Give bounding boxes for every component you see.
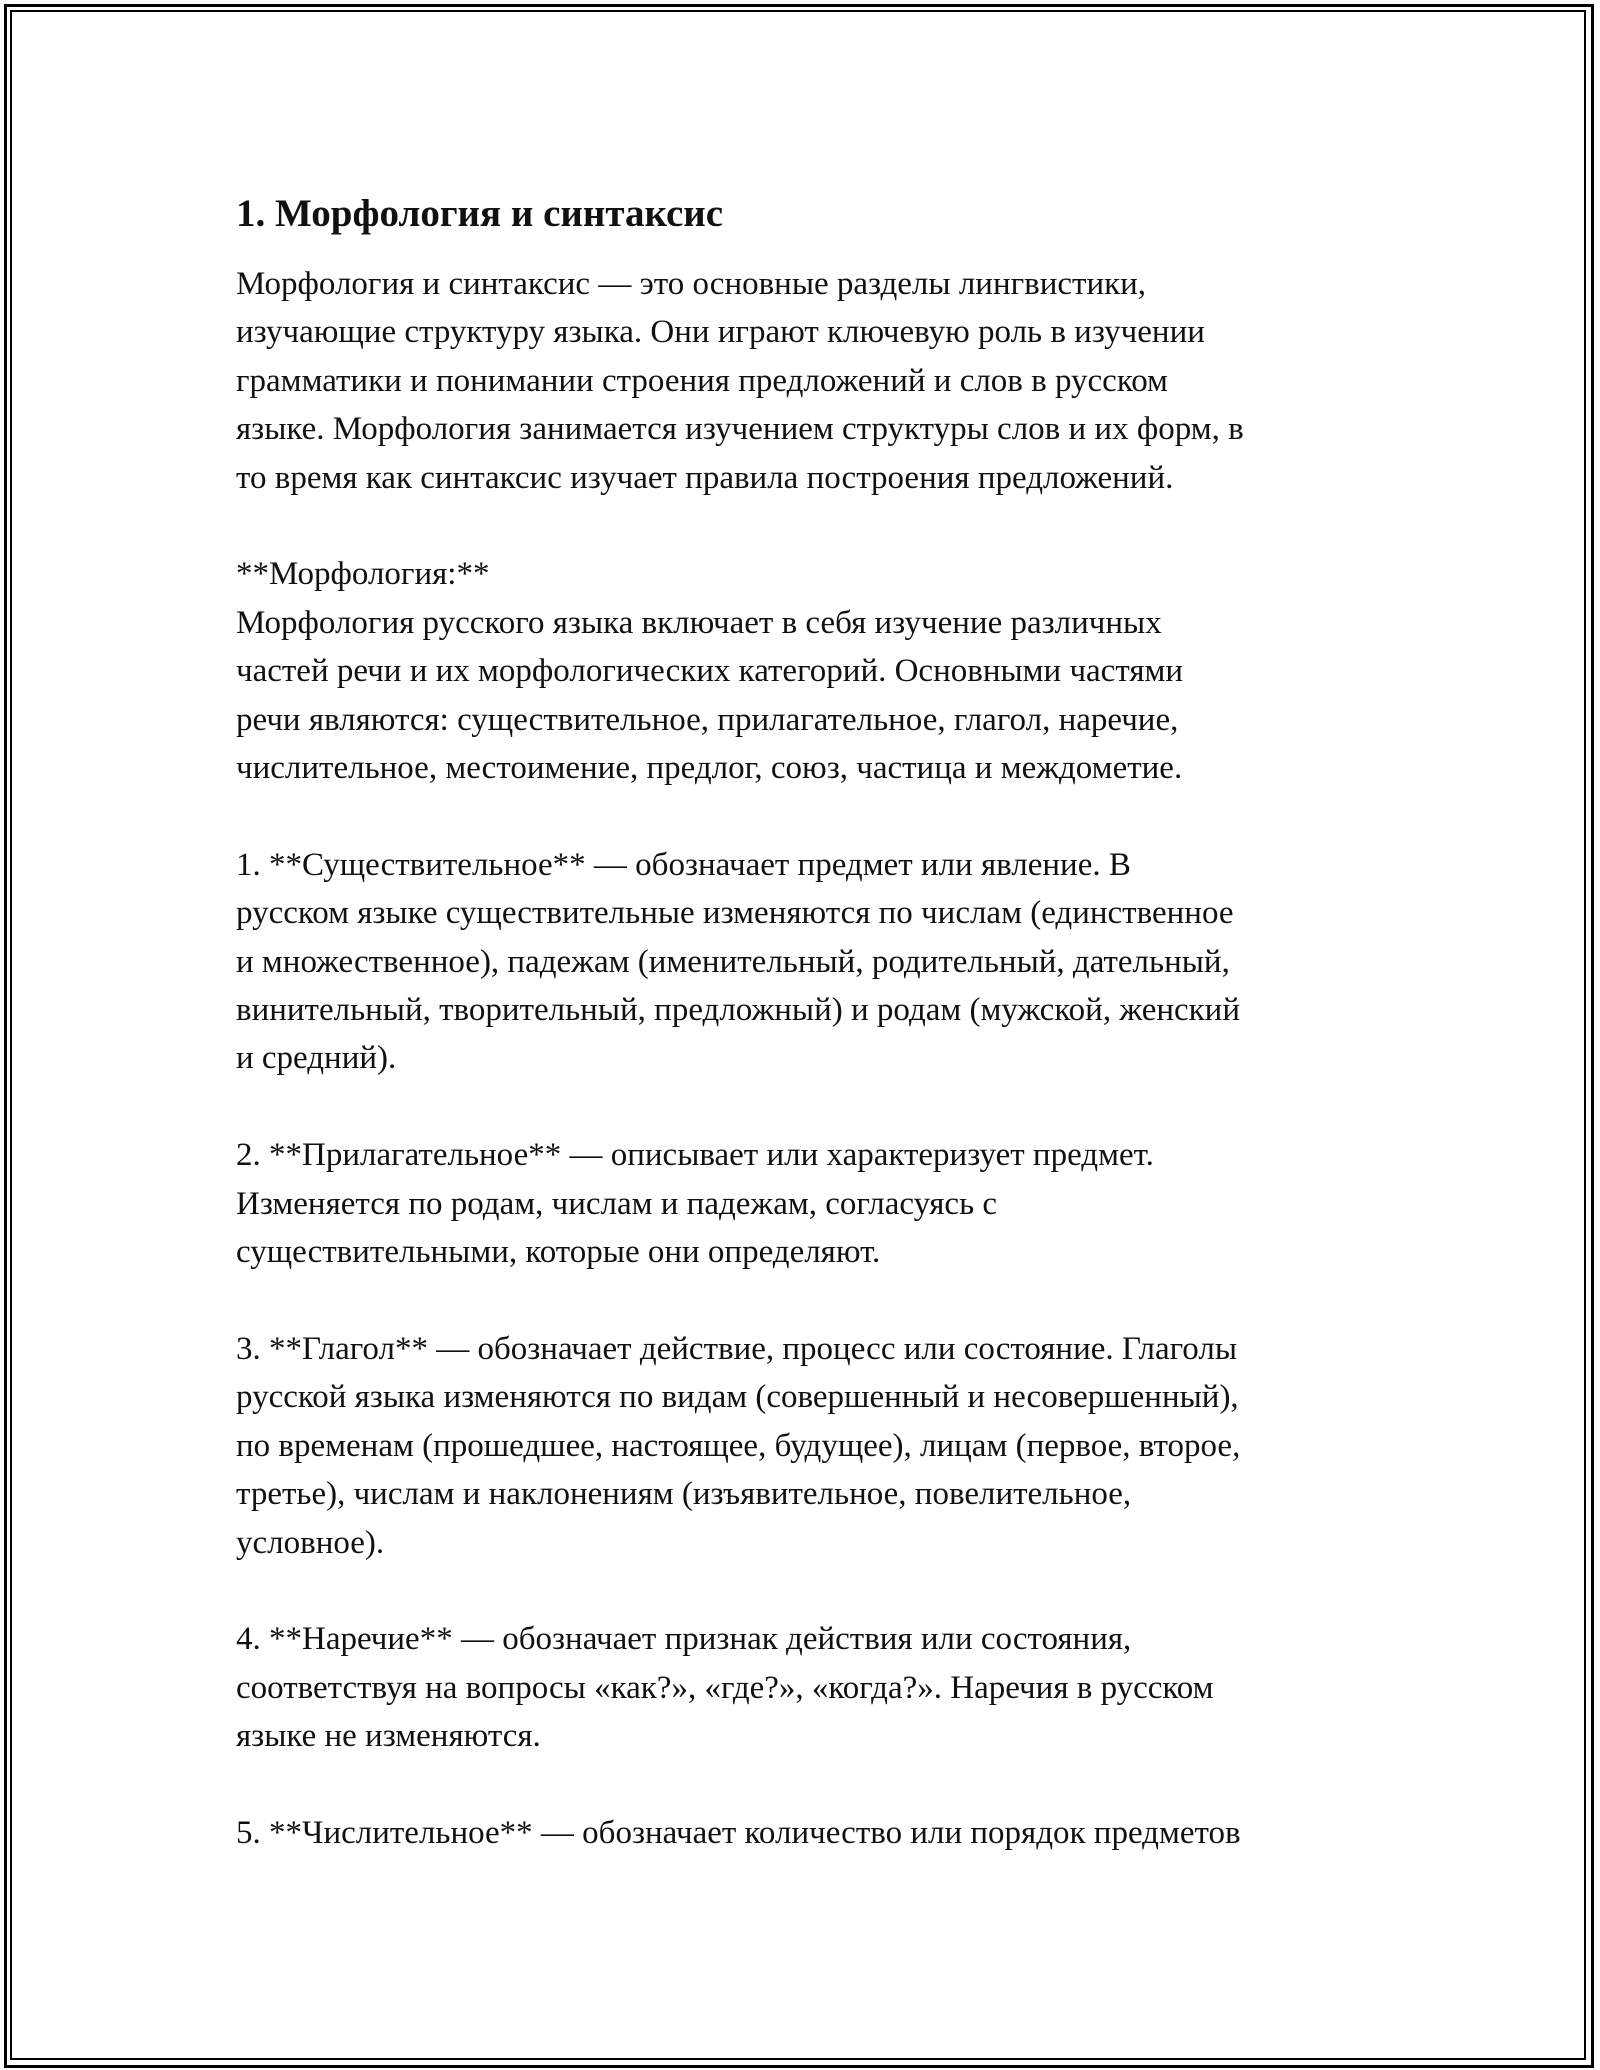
paragraph-morphology: [236, 550, 1376, 792]
text-line: третье), числам и наклонениям (изъявительное, повелительное,: [236, 1476, 1132, 1513]
text-line: соответствуя на вопросы «как?», «где?», «когда?». Наречия в русском: [236, 1669, 1214, 1706]
paragraph-intro: [236, 260, 1376, 502]
text-line: языке не изменяются.: [236, 1718, 541, 1755]
document-body: [236, 188, 1376, 1906]
text-line: частей речи и их морфологических категорий. Основными частями: [236, 653, 1184, 690]
text-line: Изменяется по родам, числам и падежам, согласуясь с: [236, 1185, 998, 1222]
text-line: 1. **Существительное** — обозначает предмет или явление. В: [236, 846, 1131, 883]
text-line: грамматики и понимании строения предложений и слов в русском: [236, 362, 1168, 399]
text-line: и множественное), падежам (именительный, родительный, дательный,: [236, 943, 1230, 980]
text-line: языке. Морфология занимается изучением структуры слов и их форм, в: [236, 411, 1244, 448]
text-line: винительный, творительный, предложный) и родам (мужской, женский: [236, 992, 1241, 1029]
text-line: речи являются: существительное, прилагательное, глагол, наречие,: [236, 701, 1179, 738]
text-line: русской языка изменяются по видам (совершенный и несовершенный),: [236, 1379, 1239, 1416]
list-item-adjective: [236, 1131, 1376, 1276]
text-line: и средний).: [236, 1040, 397, 1077]
section-heading: 1. Морфология и синтаксис: [236, 192, 724, 235]
text-line: числительное, местоимение, предлог, союз, частица и междометие.: [236, 750, 1183, 787]
text-line: то время как синтаксис изучает правила построения предложений.: [236, 459, 1174, 496]
text-line: Морфология русского языка включает в себя изучение различных: [236, 604, 1162, 641]
list-item-noun: [236, 841, 1376, 1083]
text-line: 3. **Глагол** — обозначает действие, процесс или состояние. Глаголы: [236, 1330, 1238, 1367]
text-line: условное).: [236, 1524, 385, 1561]
text-line: Морфология и синтаксис — это основные разделы лингвистики,: [236, 266, 1147, 302]
text-line: 2. **Прилагательное** — описывает или характеризует предмет.: [236, 1137, 1154, 1174]
text-line: 4. **Наречие** — обозначает признак действия или состояния,: [236, 1621, 1132, 1658]
text-line: по временам (прошедшее, настоящее, будущее), лицам (первое, второе,: [236, 1427, 1241, 1464]
subheading-line: **Морфология:**: [236, 556, 490, 593]
text-line: изучающие структуру языка. Они играют ключевую роль в изучении: [236, 314, 1205, 351]
text-line: существительными, которые они определяют.: [236, 1234, 881, 1271]
list-item-numeral: [236, 1809, 1376, 1857]
text-line: русском языке существительные изменяются по числам (единственное: [236, 895, 1234, 932]
list-item-adverb: [236, 1615, 1376, 1760]
text-line: 5. **Числительное** — обозначает количество или порядок предметов: [236, 1814, 1241, 1851]
list-item-verb: [236, 1325, 1376, 1567]
